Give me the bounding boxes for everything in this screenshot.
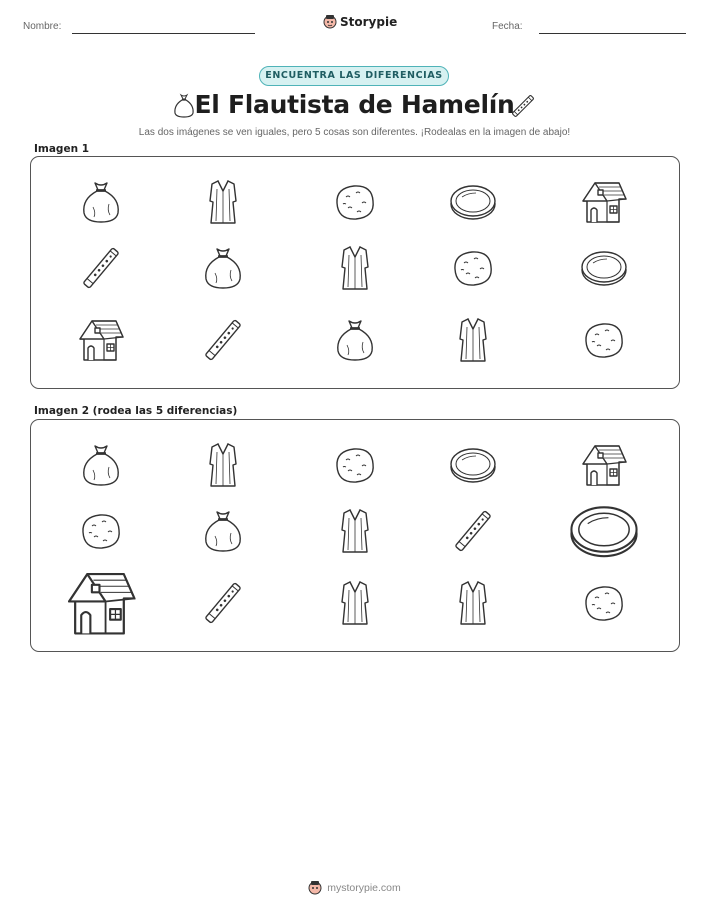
footer-mascot-icon [308,880,322,895]
flute-icon [76,243,126,293]
house-icon[interactable] [579,440,629,490]
house-icon [579,177,629,227]
robe-icon [198,177,248,227]
house-icon [76,315,126,365]
robe-icon[interactable] [448,578,498,628]
date-line[interactable] [539,33,686,34]
bread-icon[interactable] [330,440,380,490]
sack-icon [330,315,380,365]
house-icon[interactable] [63,565,139,641]
sack-icon[interactable] [76,440,126,490]
bread-icon[interactable] [579,578,629,628]
sack-icon[interactable] [198,506,248,556]
instructions: Las dos imágenes se ven iguales, pero 5 cosas son diferentes. ¡Rodealas en la imagen de abajo! [138,127,571,138]
bread-icon [579,315,629,365]
image1-label: Imagen 1 [34,143,90,155]
brand-name: Storypie [340,14,398,29]
bread-icon [448,243,498,293]
robe-icon[interactable] [198,440,248,490]
flute-icon[interactable] [198,578,248,628]
name-line[interactable] [72,33,255,34]
coin-icon[interactable] [448,440,498,490]
robe-icon[interactable] [330,506,380,556]
bread-icon[interactable] [76,506,126,556]
name-label: Nombre: [23,21,62,32]
brand-logo [323,14,397,29]
flute-icon [198,315,248,365]
activity-badge: ENCUENTRA LAS DIFERENCIAS [259,66,449,86]
flute-icon[interactable] [448,506,498,556]
page-title: El Flautista de Hamelín [194,90,515,119]
coin-icon [579,243,629,293]
footer [0,880,709,895]
sack-icon [198,243,248,293]
sack-icon [76,177,126,227]
flute-title-icon [509,92,537,120]
image1-panel [30,156,680,389]
coin-icon[interactable] [567,494,641,568]
image2-panel[interactable] [30,419,680,652]
robe-icon [330,243,380,293]
mascot-icon [323,14,337,29]
date-label: Fecha: [492,21,523,32]
robe-icon [448,315,498,365]
robe-icon[interactable] [330,578,380,628]
footer-site[interactable]: mystorypie.com [327,881,401,894]
bread-icon [330,177,380,227]
image2-label: Imagen 2 (rodea las 5 diferencias) [34,405,238,417]
coin-icon [448,177,498,227]
